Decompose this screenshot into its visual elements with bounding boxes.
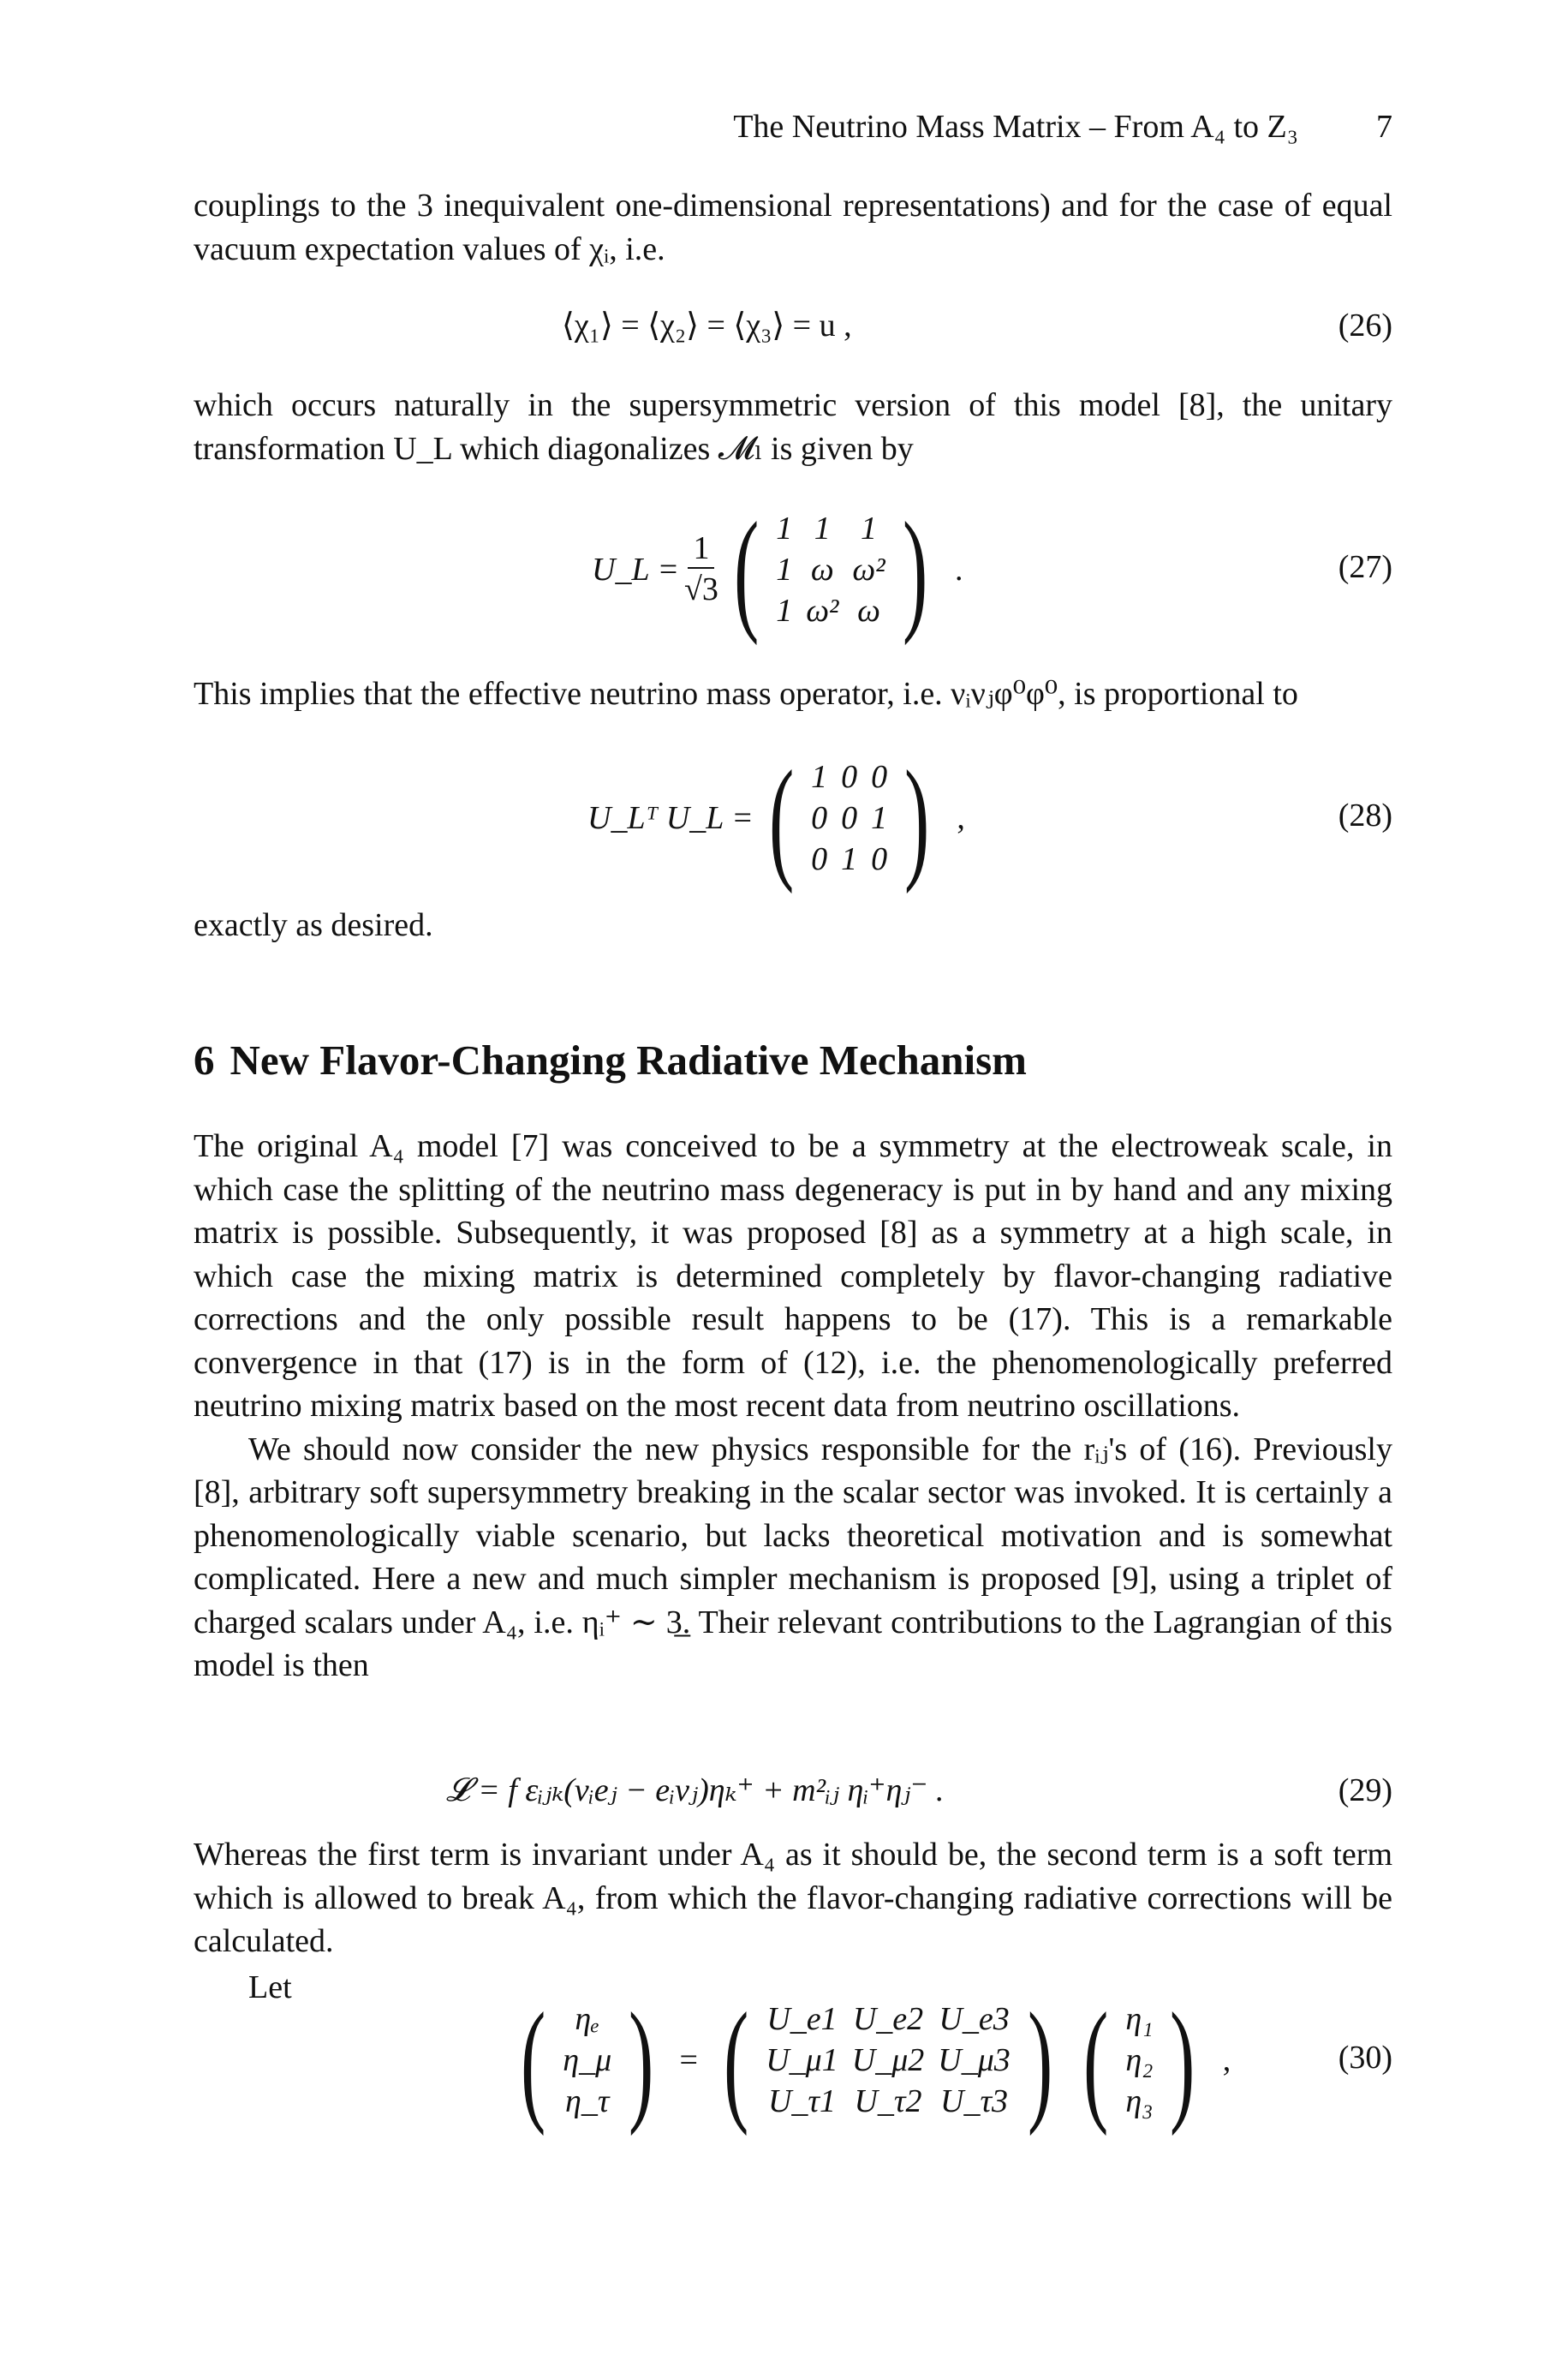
matrix-cell: U_μ1	[766, 2042, 838, 2078]
matrix-cell: ω²	[852, 552, 885, 588]
right-paren: )	[629, 1984, 654, 2136]
vector-eta-mass	[1073, 1984, 1206, 2136]
paragraph-1	[194, 1125, 1392, 1688]
matrix-cell: U_μ3	[938, 2042, 1011, 2078]
equation-30-trail: ,	[1222, 2042, 1231, 2078]
intro-text: couplings to the 3 inequivalent one-dimensional representations) and for the case of equal vacuum expectation values of χᵢ, i.e.	[194, 188, 1392, 267]
paragraph-3-text: Whereas the first term is invariant under A₄ as it should be, the second term is a soft term which is allowed to break A₄, from which the flavor-changing radiative corrections will be calculated.	[194, 1837, 1392, 1959]
matrix-cell: 1	[861, 511, 878, 547]
equation-28-lhs: U_Lᵀ U_L =	[587, 800, 754, 836]
matrix-row	[759, 2040, 1017, 2081]
matrix-cell: U_τ2	[854, 2083, 922, 2119]
running-head: The Neutrino Mass Matrix – From A₄ to Z₃	[733, 109, 1298, 145]
matrix-cell: η₁	[1125, 2001, 1154, 2037]
left-paren: (	[733, 493, 760, 646]
matrix-cell: η₂	[1125, 2042, 1154, 2078]
right-paren: )	[902, 493, 927, 646]
conclusion-paragraph	[194, 904, 1392, 947]
paragraph-after-27-text: This implies that the effective neutrino mass operator, i.e. νᵢνⱼφ⁰φ⁰, is proportional to	[194, 676, 1298, 712]
paragraph-3	[194, 1833, 1392, 1963]
equation-28	[194, 742, 1392, 894]
matrix-cell: U_e1	[766, 2001, 838, 2037]
equation-27-number: (27)	[1338, 549, 1392, 585]
matrix-cell: 1	[811, 759, 828, 795]
intro-paragraph	[194, 184, 1392, 271]
matrix-ul	[724, 493, 938, 646]
matrix-cell: 0	[811, 841, 828, 877]
paragraph-after-27	[194, 672, 1392, 716]
matrix-cell: η_τ	[565, 2083, 610, 2119]
equation-27-trail: .	[954, 552, 963, 588]
conclusion-text: exactly as desired.	[194, 907, 433, 943]
equation-27	[194, 493, 1392, 646]
matrix-cell: ηₑ	[575, 2001, 600, 2037]
matrix-row	[1118, 2040, 1160, 2081]
matrix-cell: 1	[776, 593, 793, 629]
equation-29-number: (29)	[1338, 1772, 1392, 1808]
matrix-row	[759, 2081, 1017, 2122]
matrix-cell: U_μ2	[851, 2042, 925, 2078]
matrix-row	[1118, 2081, 1160, 2122]
equation-28-trail: ,	[957, 800, 965, 836]
matrix-cell: U_τ3	[940, 2083, 1009, 2119]
matrix-cell: 1	[776, 511, 793, 547]
right-paren: )	[1170, 1984, 1195, 2136]
matrix-cell: 0	[871, 759, 888, 795]
matrix-cell: ω	[810, 552, 834, 588]
section-title: New Flavor-Changing Radiative Mechanism	[230, 1037, 1027, 1084]
section-heading	[194, 1035, 1392, 1086]
matrix-cell: η₃	[1125, 2083, 1154, 2119]
matrix-cell: 1	[871, 800, 888, 836]
let-text: Let	[248, 1969, 292, 2005]
left-paren: (	[520, 1984, 546, 2136]
matrix-u	[713, 1984, 1063, 2136]
equation-26	[194, 304, 1392, 347]
equation-28-number: (28)	[1338, 798, 1392, 833]
matrix-cell: 0	[841, 800, 858, 836]
paragraph-1-text: The original A₄ model [7] was conceived to be a symmetry at the electroweak scale, in which case the splitting of the neutrino mass degeneracy is put in by hand and any mixing matrix is possible. Subsequently, it was proposed [8] as a symmetry at a high scale, in which case the mixing matrix is determined completely by flavor-changing radiative corrections and the only possible result happens to be (17). This is a remarkable convergence in that (17) is in the form of (12), i.e. the phenomenologically preferred neutrino mixing matrix based on the most recent data from neutrino oscillations.	[194, 1128, 1392, 1424]
paragraph-after-26-text: which occurs naturally in the supersymmetric version of this model [8], the unitary transformation U_L which diagonalizes 𝓜ₗ is given by	[194, 387, 1392, 467]
right-paren: )	[1027, 1984, 1053, 2136]
equation-29	[194, 1769, 1392, 1812]
page-header	[194, 101, 1392, 152]
matrix-cell: U_e2	[852, 2001, 924, 2037]
matrix-cell: ω	[857, 593, 880, 629]
matrix-product	[759, 742, 940, 894]
matrix-row	[769, 590, 891, 631]
matrix-cell: 0	[841, 759, 858, 795]
matrix-cell: 1	[841, 841, 858, 877]
matrix-cell: U_τ1	[767, 2083, 836, 2119]
paragraph-2-text: We should now consider the new physics responsible for the rᵢⱼ's of (16). Previously [8], arbitrary soft supersymmetry breaking in the scalar sector was invoked. It is certainly a phenomenologically viable scenario, but lacks theoretical motivation and is somewhat complicated. Here a new and much simpler mechanism is proposed [9], using a triplet of charged scalars under A₄, i.e. ηᵢ⁺ ∼ 3̲. Their relevant contributions to the Lagrangian of this model is then	[194, 1431, 1392, 1683]
equation-30-number: (30)	[1338, 2040, 1392, 2076]
matrix-row	[556, 2081, 618, 2122]
right-paren: )	[904, 742, 930, 894]
matrix-row	[556, 2040, 618, 2081]
matrix-row	[804, 839, 894, 880]
matrix-row	[769, 508, 891, 549]
equation-26-body: ⟨χ₁⟩ = ⟨χ₂⟩ = ⟨χ₃⟩ = u ,	[562, 308, 852, 344]
equation-27-fraction	[684, 529, 718, 610]
paragraph-after-26	[194, 384, 1392, 470]
left-paren: (	[1083, 1984, 1109, 2136]
equation-29-body: 𝓛 = f εᵢⱼₖ(νᵢeⱼ − eᵢνⱼ)ηₖ⁺ + m²ᵢⱼ ηᵢ⁺ηⱼ⁻ .	[446, 1772, 945, 1808]
matrix-cell: 1	[814, 511, 831, 547]
equation-30-equals: =	[679, 2042, 698, 2078]
matrix-cell: U_e3	[939, 2001, 1010, 2037]
matrix-row	[556, 1999, 618, 2040]
matrix-row	[804, 756, 894, 798]
fraction-numerator: 1	[688, 529, 714, 569]
matrix-cell: 0	[871, 841, 888, 877]
matrix-row	[804, 798, 894, 839]
matrix-row	[769, 549, 891, 590]
matrix-cell: 0	[811, 800, 828, 836]
vector-eta-flavor	[510, 1984, 665, 2136]
equation-27-lhs: U_L =	[592, 552, 680, 588]
equation-26-number: (26)	[1338, 308, 1392, 344]
matrix-cell: η_μ	[563, 2042, 612, 2078]
left-paren: (	[768, 742, 795, 894]
page-number: 7	[1376, 109, 1392, 145]
matrix-row	[1118, 1999, 1160, 2040]
fraction-denominator: √3	[684, 571, 718, 607]
left-paren: (	[723, 1984, 749, 2136]
matrix-cell: ω²	[806, 593, 839, 629]
matrix-row	[759, 1999, 1017, 2040]
matrix-cell: 1	[776, 552, 793, 588]
section-number: 6	[194, 1037, 215, 1084]
